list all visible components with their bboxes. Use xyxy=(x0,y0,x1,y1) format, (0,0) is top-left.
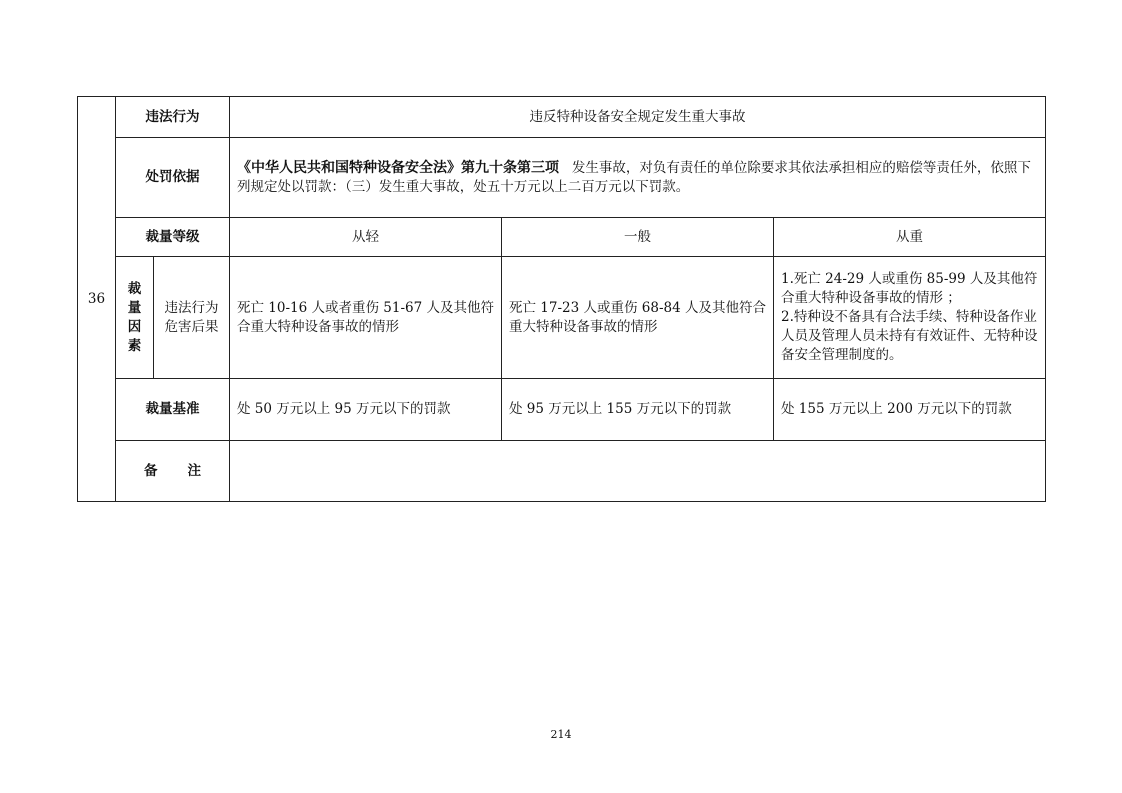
basis-row xyxy=(78,138,1046,218)
factors-label-char: 裁 xyxy=(127,280,142,297)
page-number: 214 xyxy=(550,728,572,741)
benchmark-severe: 处 155 万元以上 200 万元以下的罚款 xyxy=(774,379,1046,441)
benchmark-general: 处 95 万元以上 155 万元以下的罚款 xyxy=(502,379,774,441)
factors-severe-item: 2.特种设不备具有合法手续、特种设备作业人员及管理人员未持有有效证件、无特种设备安全管理制度的。 xyxy=(781,309,1038,363)
grade-row xyxy=(78,218,1046,257)
factors-general: 死亡 17-23 人或重伤 68-84 人及其他符合重大特种设备事故的情形 xyxy=(502,257,774,379)
basis-label: 处罚依据 xyxy=(116,138,230,218)
remark-value xyxy=(230,441,1046,502)
benchmark-light: 处 50 万元以上 95 万元以下的罚款 xyxy=(230,379,502,441)
basis-text: 发生事故，对负有责任的单位除要求其依法承担相应的赔偿等责任外，依照下列规定处以罚款：（三）发生重大事故，处五十万元以上二百万元以下罚款。 xyxy=(237,159,1031,195)
factors-severe-item: 1.死亡 24-29 人或重伤 85-99 人及其他符合重大特种设备事故的情形 ； xyxy=(781,271,1038,306)
grade-light: 从轻 xyxy=(230,218,502,257)
grade-label: 裁量等级 xyxy=(116,218,230,257)
factors-sub-label-line: 危害后果 xyxy=(164,318,219,335)
factors-severe xyxy=(774,257,1046,379)
grade-severe: 从重 xyxy=(774,218,1046,257)
remark-label-second: 注 xyxy=(187,462,201,479)
violation-label: 违法行为 xyxy=(116,97,230,138)
factors-label-char: 素 xyxy=(127,337,142,354)
benchmark-row xyxy=(78,379,1046,441)
grade-general: 一般 xyxy=(502,218,774,257)
factors-label-char: 量 xyxy=(127,299,142,316)
factors-label-char: 因 xyxy=(127,318,142,335)
factors-light: 死亡 10-16 人或者重伤 51-67 人及其他符合重大特种设备事故的情形 xyxy=(230,257,502,379)
basis-law-title: 《中华人民共和国特种设备安全法》第九十条第三项 xyxy=(237,159,559,176)
factors-label xyxy=(116,257,154,379)
remark-label xyxy=(116,441,230,502)
factors-sub-label-line: 违法行为 xyxy=(164,299,219,316)
penalty-discretion-table xyxy=(77,96,1046,502)
benchmark-label: 裁量基准 xyxy=(116,379,230,441)
basis-content xyxy=(230,138,1046,218)
factors-sub-label xyxy=(154,257,230,379)
remark-label-first: 备 xyxy=(144,462,158,479)
violation-row xyxy=(78,97,1046,138)
factors-row xyxy=(78,257,1046,379)
remark-row xyxy=(78,441,1046,502)
row-number: 36 xyxy=(78,97,116,502)
violation-value: 违反特种设备安全规定发生重大事故 xyxy=(230,97,1046,138)
